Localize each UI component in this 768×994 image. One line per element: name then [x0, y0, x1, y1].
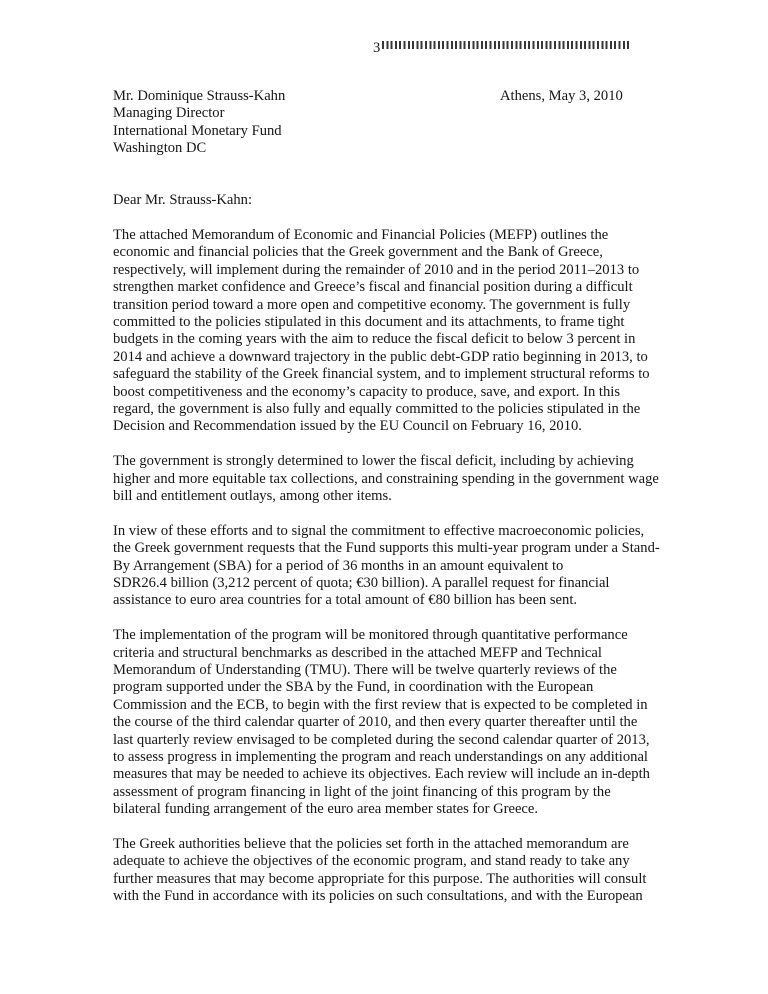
dateline: Athens, May 3, 2010	[500, 88, 623, 104]
paragraph-line: In view of these efforts and to signal the commitment to effective macroeconomic policies,	[113, 522, 645, 539]
paragraph-line: last quarterly review envisaged to be completed during the second calendar quarter of 2013,	[113, 731, 650, 748]
recipient-name: Mr. Dominique Strauss-Kahn	[113, 88, 286, 104]
paragraph-line: By Arrangement (SBA) for a period of 36 months in an amount equivalent to	[113, 557, 564, 574]
recipient-organization: International Monetary Fund	[113, 122, 282, 139]
paragraph-line: 2014 and achieve a downward trajectory in the public debt-GDP ratio beginning in 2013, to	[113, 348, 648, 365]
recipient-location: Washington DC	[113, 140, 207, 157]
page-header	[0, 40, 768, 62]
paragraph-line: assessment of program financing in light of the joint financing of this program by the	[113, 783, 611, 800]
paragraph-line: Commission and the ECB, to begin with the first review that is expected to be completed in	[113, 696, 648, 713]
paragraph-line: budgets in the coming years with the aim to reduce the fiscal deficit to below 3 percent in	[113, 331, 636, 348]
paragraph-line: the Greek government requests that the Fund supports this multi-year program under a Stand-	[113, 540, 660, 557]
recipient-title: Managing Director	[113, 105, 225, 122]
paragraph-line: bill and entitlement outlays, among other items.	[113, 488, 392, 504]
letter-body	[113, 88, 679, 906]
paragraph-line: higher and more equitable tax collections, and constraining spending in the government wage	[113, 470, 659, 487]
paragraph-line: regard, the government is also fully and equally committed to the policies stipulated in the	[113, 400, 641, 417]
paragraph-line: boost competitiveness and the economy’s capacity to produce, save, and export. In this	[113, 383, 620, 400]
paragraph-line: the course of the third calendar quarter of 2010, and then every quarter thereafter until the	[113, 714, 638, 731]
paragraph-line: further measures that may become appropriate for this purpose. The authorities will consult	[113, 870, 647, 887]
paragraph-line: adequate to achieve the objectives of the economic program, and stand ready to take any	[113, 853, 630, 870]
paragraph-line: transition period toward a more open and competitive economy. The government is fully	[113, 296, 631, 313]
salutation: Dear Mr. Strauss-Kahn:	[113, 192, 253, 209]
paragraph-5	[113, 836, 679, 906]
paragraph-line: SDR26.4 billion (3,212 percent of quota; €30 billion). A parallel request for financial	[113, 575, 610, 592]
page-number: 3	[373, 40, 381, 56]
paragraph-line: criteria and structural benchmarks as described in the attached MEFP and Technical	[113, 644, 602, 661]
paragraph-line: program supported under the SBA by the Fund, in coordination with the European	[113, 679, 594, 696]
paragraph-line: economic and financial policies that the Greek government and the Bank of Greece,	[113, 244, 603, 261]
paragraph-line: strengthen market confidence and Greece’s fiscal and financial position during a difficult	[113, 279, 633, 296]
paragraph-line: committed to the policies stipulated in this document and its attachments, to frame tight	[113, 313, 625, 330]
paragraph-line: The implementation of the program will be monitored through quantitative performance	[113, 627, 628, 644]
paragraph-line: with the Fund in accordance with its policies on such consultations, and with the European	[113, 888, 643, 905]
paragraph-line: respectively, will implement during the remainder of 2010 and in the period 2011–2013 to	[113, 261, 640, 278]
paragraph-3	[113, 523, 679, 610]
paragraph-line: to assess progress in implementing the program and reach understandings on any additional	[113, 749, 648, 766]
paragraph-line: measures that may be needed to achieve its objectives. Each review will include an in-depth	[113, 766, 650, 783]
paragraph-line: The Greek authorities believe that the policies set forth in the attached memorandum are	[113, 836, 629, 853]
paragraph-line: Decision and Recommendation issued by the EU Council on February 16, 2010.	[113, 418, 582, 435]
paragraph-line: bilateral funding arrangement of the euro area member states for Greece.	[113, 801, 539, 818]
address-block	[113, 88, 679, 158]
paragraph-line: The attached Memorandum of Economic and Financial Policies (MEFP) outlines the	[113, 226, 609, 243]
scan-artifact-rule	[382, 41, 630, 49]
paragraph-2	[113, 453, 679, 505]
paragraph-4	[113, 627, 679, 818]
paragraph-line: The government is strongly determined to lower the fiscal deficit, including by achieving	[113, 453, 634, 470]
paragraph-line: Memorandum of Understanding (TMU). There will be twelve quarterly reviews of the	[113, 662, 617, 679]
paragraph-line: safeguard the stability of the Greek financial system, and to implement structural reforms to	[113, 366, 650, 383]
paragraph-1	[113, 227, 679, 436]
paragraph-line: assistance to euro area countries for a total amount of €80 billion has been sent.	[113, 592, 578, 609]
